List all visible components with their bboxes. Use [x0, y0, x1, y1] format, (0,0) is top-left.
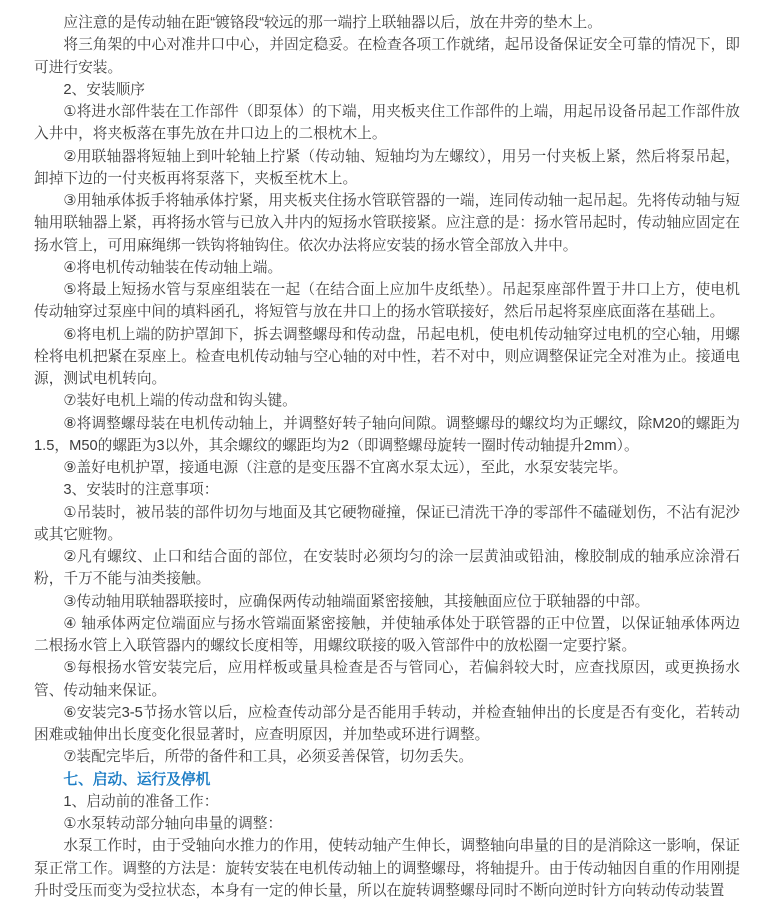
paragraph: 3、安装时的注意事项：: [63, 482, 219, 499]
paragraph: ②凡有螺纹、止口和结合面的部位，在安装时必须均匀的涂一层黄油或铅油，橡胶制成的轴承应涂滑石粉，千万不能与油类接触。: [34, 549, 740, 588]
paragraph: ⑦装好电机上端的传动盘和钩头键。: [63, 393, 297, 410]
paragraph: 应注意的是传动轴在距“镀铬段“较远的那一端拧上联轴器以后，放在井旁的垫木上。: [63, 15, 602, 31]
paragraph: ④将电机传动轴装在传动轴上端。: [63, 259, 283, 276]
paragraph: ⑥安装完3-5节扬水管以后，应检查传动部分是否能用手转动，并检查轴伸出的长度是否有变化，若转动困难或轴伸出长度变化很显著时，应查明原因，并加垫或环进行调整。: [34, 704, 740, 743]
paragraph: ④ 轴承体两定位端面应与扬水管端面紧密接触，并使轴承体处于联管器的正中位置，以保证轴承体两边二根扬水管上入联管器内的螺纹长度相等，用螺纹联接的吸入管部件中的放松圈一定要拧紧。: [34, 615, 740, 654]
paragraph: ③用轴承体扳手将轴承体拧紧，用夹板夹住扬水管联管器的一端，连同传动轴一起吊起。先将传动轴与短轴用联轴器上紧，再将扬水管与已放入井内的短扬水管联接紧。应注意的是：扬水管吊起时，传动轴应固定在扬水管上，可用麻绳绑一铁钩将轴钩住。依次办法将应安装的扬水管全部放入井中。: [34, 193, 740, 254]
paragraph: ⑨盖好电机护罩，接通电源（注意的是变压器不宜离水泵太远），至此，水泵安装完毕。: [63, 460, 628, 476]
paragraph: ⑧将调整螺母装在电机传动轴上，并调整好转子轴向间隙。调整螺母的螺纹均为正螺纹，除M20的螺距为1.5，M50的螺距为3以外，其余螺纹的螺距均为2（即调整螺母旋转一圈时传动轴提升2mm）。: [34, 415, 740, 454]
paragraph: ⑥将电机上端的防护罩卸下，拆去调整螺母和传动盘，吊起电机，使电机传动轴穿过电机的空心轴，用螺栓将电机把紧在泵座上。检查电机传动轴与空心轴的对中性，若不对中，则应调整保证完全对准为止。接通电源，测试电机转向。: [34, 326, 740, 387]
paragraph: 2、安装顺序: [63, 81, 145, 98]
document-body: [34, 12, 740, 902]
paragraph: ③传动轴用联轴器联接时，应确保两传动轴端面紧密接触，其接触面应位于联轴器的中部。: [63, 593, 650, 610]
paragraph: 水泵工作时，由于受轴向水推力的作用，使转动轴产生伸长，调整轴向串量的目的是消除这一影响，保证泵正常工作。调整的方法是：旋转安装在电机传动轴上的调整螺母，将轴提升。由于传动轴因自重的作用刚提升时受压而变为受拉状态，本身有一定的伸长量，所以在旋转调整螺母同时不断向逆时针方向转动传动装置: [34, 838, 740, 899]
paragraph: 将三角架的中心对准井口中心，并固定稳妥。在检查各项工作就绪，起吊设备保证安全可靠的情况下，即可进行安装。: [34, 37, 740, 76]
paragraph: 1、启动前的准备工作：: [63, 793, 219, 810]
section-heading: 七、启动、运行及停机: [63, 771, 211, 788]
paragraph: ⑦装配完毕后，所带的备件和工具，必须妥善保管，切勿丢失。: [63, 749, 474, 766]
paragraph: ⑤将最上短扬水管与泵座组装在一起（在结合面上应加牛皮纸垫）。吊起泵座部件置于井口上方，使电机传动轴穿过泵座中间的填料函孔，将短管与放在井口上的扬水管联接好，然后吊起将泵座底面落在基础上。: [34, 282, 740, 321]
paragraph: ⑤每根扬水管安装完后，应用样板或量具检查是否与管同心，若偏斜较大时，应查找原因，或更换扬水管、传动轴来保证。: [34, 660, 740, 699]
paragraph: ①吊装时，被吊装的部件切勿与地面及其它硬物碰撞，保证已清洗干净的零部件不磕碰划伤，不沾有泥沙或其它赃物。: [34, 504, 740, 543]
paragraph: ①水泵转动部分轴向串量的调整：: [63, 816, 283, 832]
paragraph: ②用联轴器将短轴上到叶轮轴上拧紧（传动轴、短轴均为左螺纹），用另一付夹板上紧，然后将泵吊起，卸掉下边的一付夹板再将泵落下，夹板至枕木上。: [34, 148, 740, 187]
paragraph: ①将进水部件装在工作部件（即泵体）的下端，用夹板夹住工作部件的上端，用起吊设备吊起工作部件放入井中，将夹板落在事先放在井口边上的二根枕木上。: [34, 104, 740, 143]
